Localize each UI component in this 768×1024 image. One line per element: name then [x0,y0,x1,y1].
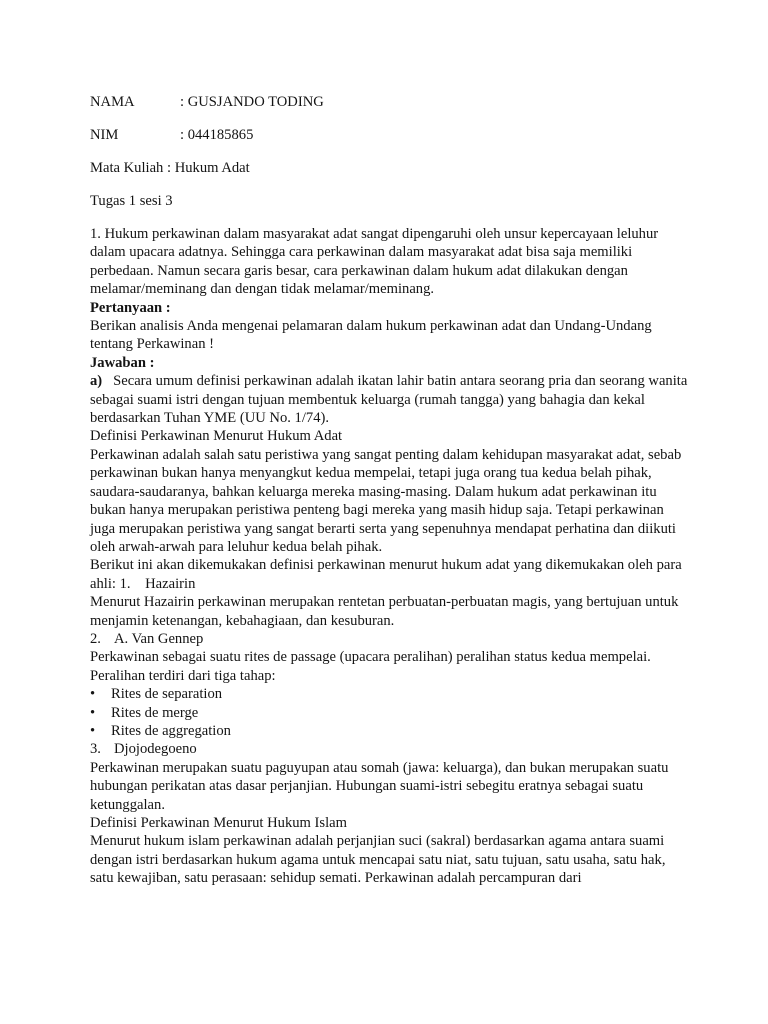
adat-heading: Definisi Perkawinan Menurut Hukum Adat [90,428,343,445]
bullet-dot: • [90,722,96,739]
bullet-dot: • [90,686,96,703]
bullet-dot: • [90,704,96,721]
document-page [90,90,690,888]
djojo-text: Perkawinan merupakan suatu paguyupan atau somah (jawa: keluarga), dan bukan merupakan suatu hubungan perikatan atas dasar perjanjian. Hubungan suami-istri sebegitu eratnya sebagai suatu ketunggalan. [90,759,669,813]
ahli-3 [90,740,690,758]
ahli-intro [90,556,690,593]
pertanyaan-heading: Pertanyaan : [90,299,171,316]
ahli-2-num: 2. [90,630,101,647]
ahli-2 [90,630,690,648]
nama-label: NAMA [90,94,135,110]
ahli-3-name: Djojodegoeno [114,741,197,758]
nama-value: : GUSJANDO TODING [180,94,324,110]
nim-value: : 044185865 [180,127,254,143]
vangennep-text: Perkawinan sebagai suatu rites de passage (upacara peralihan) peralihan status kedua mempelai. Peralihan terdiri dari tiga tahap: [90,649,651,684]
adat-text: Perkawinan adalah salah satu peristiwa yang sangat penting dalam kehidupan masyarakat adat, sebab perkawinan bukan hanya menyangkut kedua mempelai, tetapi juga orang tua kedua belah pihak, saudara-saudaranya, bahkan keluarga mereka masing-masing. Dalam hukum adat perkawinan itu bukan hanya merupakan peristiwa penteng bagi mereka yang masih hidup saja. Tetapi perkawinan juga merupakan peristiwa yang sangat berarti serta yang sepenuhnya mendapat perhatina dan diikuti oleh arwah-arwah para leluhur kedua belah pihak. [90,446,682,555]
pertanyaan-text: Berikan analisis Anda mengenai pelamaran dalam hukum perkawinan adat dan Undang-Undang tentang Perkawinan ! [90,318,652,353]
tugas-title: Tugas 1 sesi 3 [90,193,173,209]
islam-text: Menurut hukum islam perkawinan adalah perjanjian suci (sakral) berdasarkan agama antara suami dengan istri berdasarkan hukum agama untuk mencapai satu niat, satu tujuan, satu usaha, satu hak, satu kewajiban, satu perasaan: sehidup semati. Perkawinan adalah percampuran dari [90,833,666,887]
document-body [90,225,690,888]
nim-label: NIM [90,127,119,143]
question-intro: 1. Hukum perkawinan dalam masyarakat adat sangat dipengaruhi oleh unsur kepercayaan leluhur dalam upacara adatnya. Sehingga cara perkawinan dalam masyarakat adat bisa saja memiliki perbedaan. Namun secara garis besar, cara perkawinan dalam hukum adat dilakukan dengan melamar/meminang dan dengan tidak melamar/meminang. [90,226,659,298]
islam-heading: Definisi Perkawinan Menurut Hukum Islam [90,815,347,831]
hazairin-text: Menurut Hazairin perkawinan merupakan rentetan perbuatan-perbuatan magis, yang bertujuan untuk menjamin ketenangan, kebahagiaan, dan kesuburan. [90,594,679,629]
mata-kuliah: Mata Kuliah : Hukum Adat [90,160,250,176]
nim-row [90,126,690,144]
answer-a [90,372,690,427]
nama-row [90,93,690,111]
bullet-text: Rites de separation [111,686,223,703]
answer-a-label: a) [90,373,103,390]
jawaban-heading: Jawaban : [90,354,155,371]
bullet-item [90,704,690,722]
ahli-intro-text: Berikut ini akan dikemukakan definisi perkawinan menurut hukum adat yang dikemukakan oleh para ahli: 1. [90,557,682,592]
bullet-item [90,685,690,703]
ahli-3-num: 3. [90,741,101,758]
answer-a-text: Secara umum definisi perkawinan adalah ikatan lahir batin antara seorang pria dan seorang wanita sebagai suami istri dengan tujuan membentuk keluarga (rumah tangga) yang bahagia dan kekal berdasarkan Tuhan YME (UU No. 1/74). [90,373,688,427]
bullet-text: Rites de aggregation [111,722,231,739]
ahli-1-name: Hazairin [145,575,196,592]
ahli-2-name: A. Van Gennep [114,630,204,647]
bullet-text: Rites de merge [111,704,199,721]
bullet-item [90,722,690,740]
